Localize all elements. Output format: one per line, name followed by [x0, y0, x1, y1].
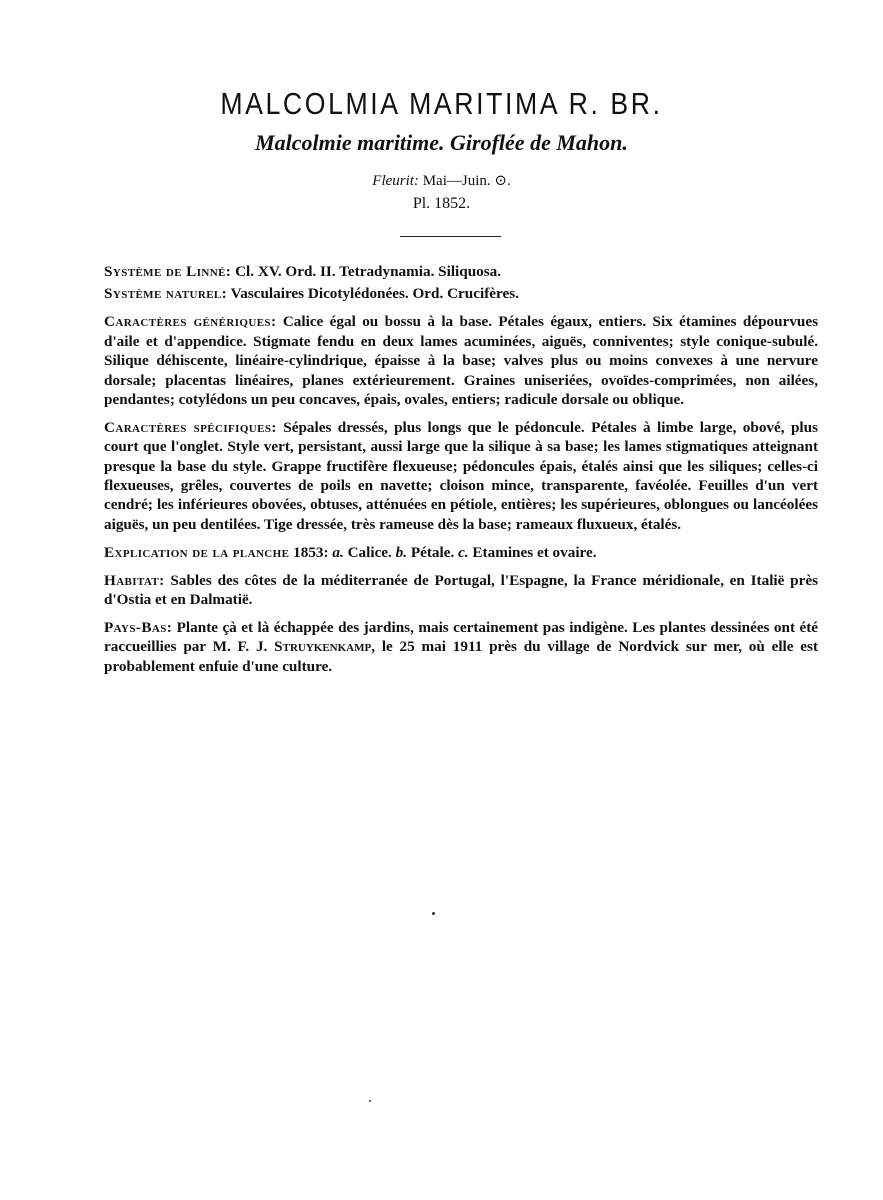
section-paysbas	[104, 618, 818, 676]
species-title: MALCOLMIA MARITIMA R. BR.	[220, 86, 663, 121]
section-linne	[104, 262, 818, 281]
section-explication	[104, 543, 818, 562]
plate-number: Pl. 1852.	[412, 195, 471, 212]
divider	[400, 236, 501, 237]
section-generiques	[104, 312, 818, 409]
paper-speck	[432, 912, 435, 915]
legend-text: Etamines et ovaire.	[472, 543, 597, 561]
section-habitat	[104, 571, 818, 610]
legend-letter: c.	[458, 543, 469, 561]
section-specifiques	[104, 418, 818, 534]
section-heading: Pays-Bas:	[104, 619, 173, 636]
flowering-period	[0, 171, 883, 190]
section-heading: Explication de la planche	[104, 543, 290, 561]
section-text: Vasculaires Dicotylédonées. Ord. Crucifères.	[230, 285, 519, 303]
legend-letter: a.	[332, 543, 344, 561]
flowering-value: Mai—Juin. ⊙.	[422, 173, 511, 189]
description-body	[104, 262, 818, 685]
flowering-label: Fleurit:	[372, 173, 419, 189]
legend-letter: b.	[395, 543, 408, 561]
section-heading: Système de Linné:	[104, 263, 232, 280]
section-text: Sables des côtes de la méditerranée de Portugal, l'Espagne, la France méridionale, en Italië près d'Ostia et en Dalmatië.	[104, 571, 819, 609]
collector-name: Struykenkamp	[274, 638, 372, 656]
paper-speck	[369, 1100, 371, 1102]
section-text: Calice égal ou bossu à la base. Pétales égaux, entiers. Six étamines dépourvues d'aile et d'appendice. Stigmate fendu en deux lames acuminées, aiguës, conniventes; style conique-subulé. Silique déhiscente, linéaire-cylindrique, épaisse à la base; valves plus ou moins convexes à une nervure dorsale; placentas linéaires, planes extérieurement. Graines uniseriées, ovoïdes-comprimées, non ailées, pendantes; cotylédons un peu concaves, épais, ovales, entiers; radicule dorsale ou oblique.	[104, 313, 819, 408]
section-naturel	[104, 284, 818, 303]
legend-text: Calice.	[347, 543, 392, 561]
section-heading: Système naturel:	[104, 285, 228, 303]
section-heading: Caractères génériques:	[104, 313, 277, 331]
section-heading: Caractères spécifiques:	[104, 418, 277, 436]
plate-ref: 1853:	[293, 543, 329, 561]
section-text: Plante çà et là échappée des jardins, mais certainement pas indigène. Les plantes dessinées ont été raccueillies par M. F. J.	[104, 619, 819, 656]
common-names: Malcolmie maritime. Giroflée de Mahon.	[255, 130, 628, 155]
section-heading: Habitat:	[104, 571, 165, 589]
section-text: , le 25 mai 1911 près du village de Nordvick sur mer, où elle est probablement enfuie d'une culture.	[104, 638, 819, 675]
section-text: Sépales dressés, plus longs que le pédoncule. Pétales à limbe large, obové, plus court que l'onglet. Style vert, persistant, aussi large que la silique à sa base; les lames stigmatiques atteignant presque la base du style. Grappe fructifère flexueuse; pédoncules épais, étalés ainsi que les siliques; celles-ci flexueuses, grêles, couvertes de poils en navette; cloison mince, transparente, favéolée. Feuilles d'un vert cendré; les inférieures obovées, obtuses, atténuées en pétiole, entières; les supérieures, oblongues ou lancéolées aiguës, un peu dentilées. Tige dressée, très rameuse dès la base; rameaux fluxueux, étalés.	[104, 418, 818, 533]
section-text: Cl. XV. Ord. II. Tetradynamia. Siliquosa.	[235, 263, 502, 280]
legend-text: Pétale.	[410, 543, 455, 561]
